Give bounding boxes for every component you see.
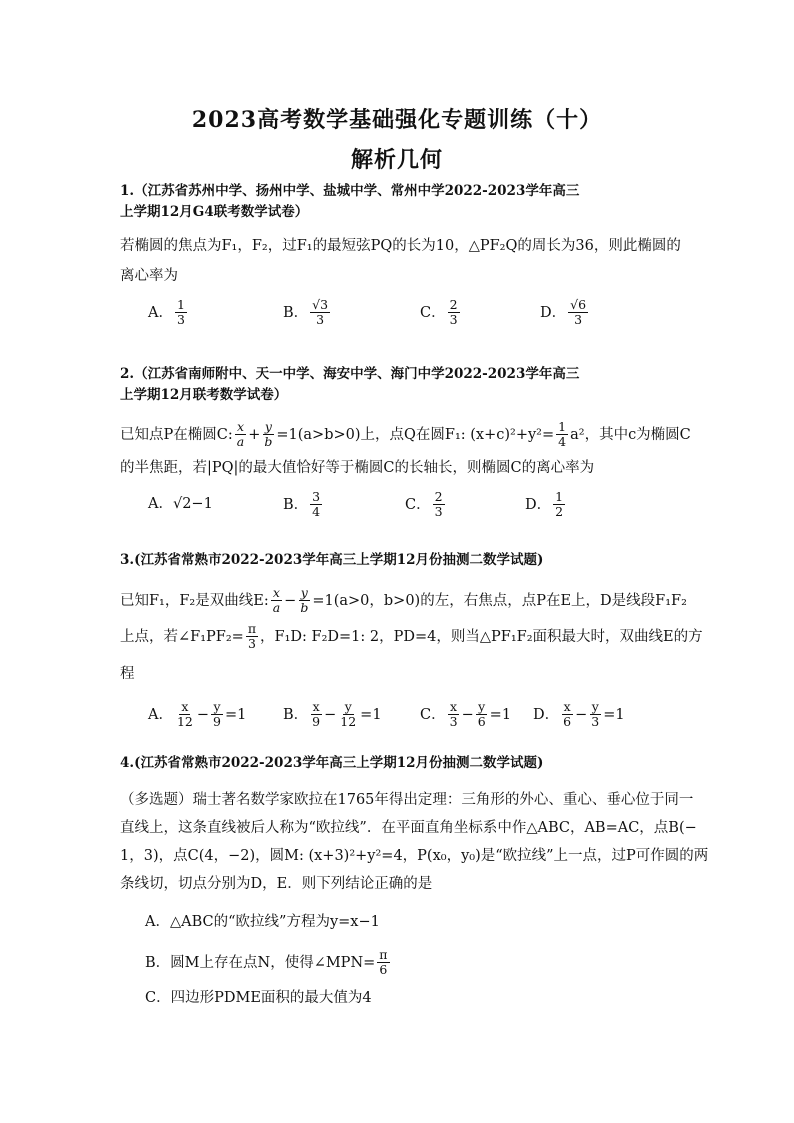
q4-option-c[interactable]: C．四边形PDME面积的最大值为4 xyxy=(145,990,372,1006)
page-subtitle: 解析几何 xyxy=(350,147,443,173)
q1-stem-line-2: 离心率为 xyxy=(120,268,178,284)
q1-option-c[interactable]: C． $\frac{2}{3}$ xyxy=(420,297,458,327)
q3-option-c[interactable]: C． $\frac{x}{3}$ − $\frac{y}{6}$ =1 xyxy=(420,699,512,729)
q4-stem-line-3: 1，3)，点C(4，−2)，圆M: (x+3)²+y²=4，P(x₀，y₀)是“欧拉线”上一点，过P可作圆的两 xyxy=(120,848,709,864)
q4-option-a[interactable]: A．△ABC的“欧拉线”方程为y=x−1 xyxy=(145,914,380,930)
q2-stem-line-1: 已知点P在椭圆C: $\frac{x}{a}$ + $\frac{y}{b}$ =1(a>b>0)上，点Q在圆F₁: (x+c)²+y²= $\frac{1}{4}$ a²，其中c为椭圆C xyxy=(120,419,691,449)
q1-stem-line-1: 若椭圆的焦点为F₁，F₂，过F₁的最短弦PQ的长为10，△PF₂Q的周长为36，则此椭圆的 xyxy=(120,238,681,254)
q2-option-d[interactable]: D． $\frac{1}{2}$ xyxy=(525,489,564,519)
q3-option-b[interactable]: B． $\frac{x}{9}$ − $\frac{y}{12}$ =1 xyxy=(283,699,382,729)
q3-stem-line-2: 上点，若∠F₁PF₂= $\frac{\pi}{3}$ ，F₁D: F₂D=1: 2，PD=4，则当△PF₁F₂面积最大时，双曲线E的方 xyxy=(120,621,703,651)
q2-option-a[interactable]: A．√2−1 xyxy=(148,496,213,512)
q2-option-c[interactable]: C． $\frac{2}{3}$ xyxy=(405,489,443,519)
q1-option-b[interactable]: B． $\frac{√3}{3}$ xyxy=(283,297,329,327)
page-title: 2023高考数学基础强化专题训练（十） xyxy=(191,107,603,133)
q3-option-d[interactable]: D． $\frac{x}{6}$ − $\frac{y}{3}$ =1 xyxy=(533,699,625,729)
q1-option-d[interactable]: D． $\frac{√6}{3}$ xyxy=(540,297,587,327)
q2-stem-line-2: 的半焦距，若|PQ|的最大值恰好等于椭圆C的长轴长，则椭圆C的离心率为 xyxy=(120,460,595,476)
q4-stem-line-2: 直线上，这条直线被后人称为“欧拉线”．在平面直角坐标系中作△ABC，AB=AC，点B(− xyxy=(120,820,697,836)
q1-source-line-2: 上学期12月G4联考数学试卷） xyxy=(120,204,309,220)
q3-source: 3.(江苏省常熟市2022-2023学年高三上学期12月份抽测二数学试题) xyxy=(120,552,544,568)
q3-stem-line-3: 程 xyxy=(120,666,135,682)
q1-option-a[interactable]: A． $\frac{1}{3}$ xyxy=(148,297,185,327)
q1-source-line-1: 1.（江苏省苏州中学、扬州中学、盐城中学、常州中学2022-2023学年高三 xyxy=(120,183,580,199)
q4-source: 4.(江苏省常熟市2022-2023学年高三上学期12月份抽测二数学试题) xyxy=(120,755,544,771)
q3-stem-line-1: 已知F₁，F₂是双曲线E: $\frac{x}{a}$ − $\frac{y}{b}$ =1(a>0，b>0)的左，右焦点，点P在E上，D是线段F₁F₂ xyxy=(120,585,687,615)
q4-option-b[interactable]: B．圆M上存在点N，使得∠MPN= $\frac{\pi}{6}$ xyxy=(145,947,388,977)
q3-option-a[interactable]: A． $\frac{x}{12}$ − $\frac{y}{9}$ =1 xyxy=(148,699,247,729)
q2-source-line-2: 上学期12月联考数学试卷） xyxy=(120,387,288,403)
q2-source-line-1: 2.（江苏省南师附中、天一中学、海安中学、海门中学2022-2023学年高三 xyxy=(120,366,580,382)
q2-option-b[interactable]: B． $\frac{3}{4}$ xyxy=(283,489,321,519)
q4-stem-line-4: 条线切，切点分别为D，E．则下列结论正确的是 xyxy=(120,876,433,892)
q4-stem-line-1: （多选题）瑞士著名数学家欧拉在1765年得出定理：三角形的外心、重心、垂心位于同一 xyxy=(120,792,694,808)
